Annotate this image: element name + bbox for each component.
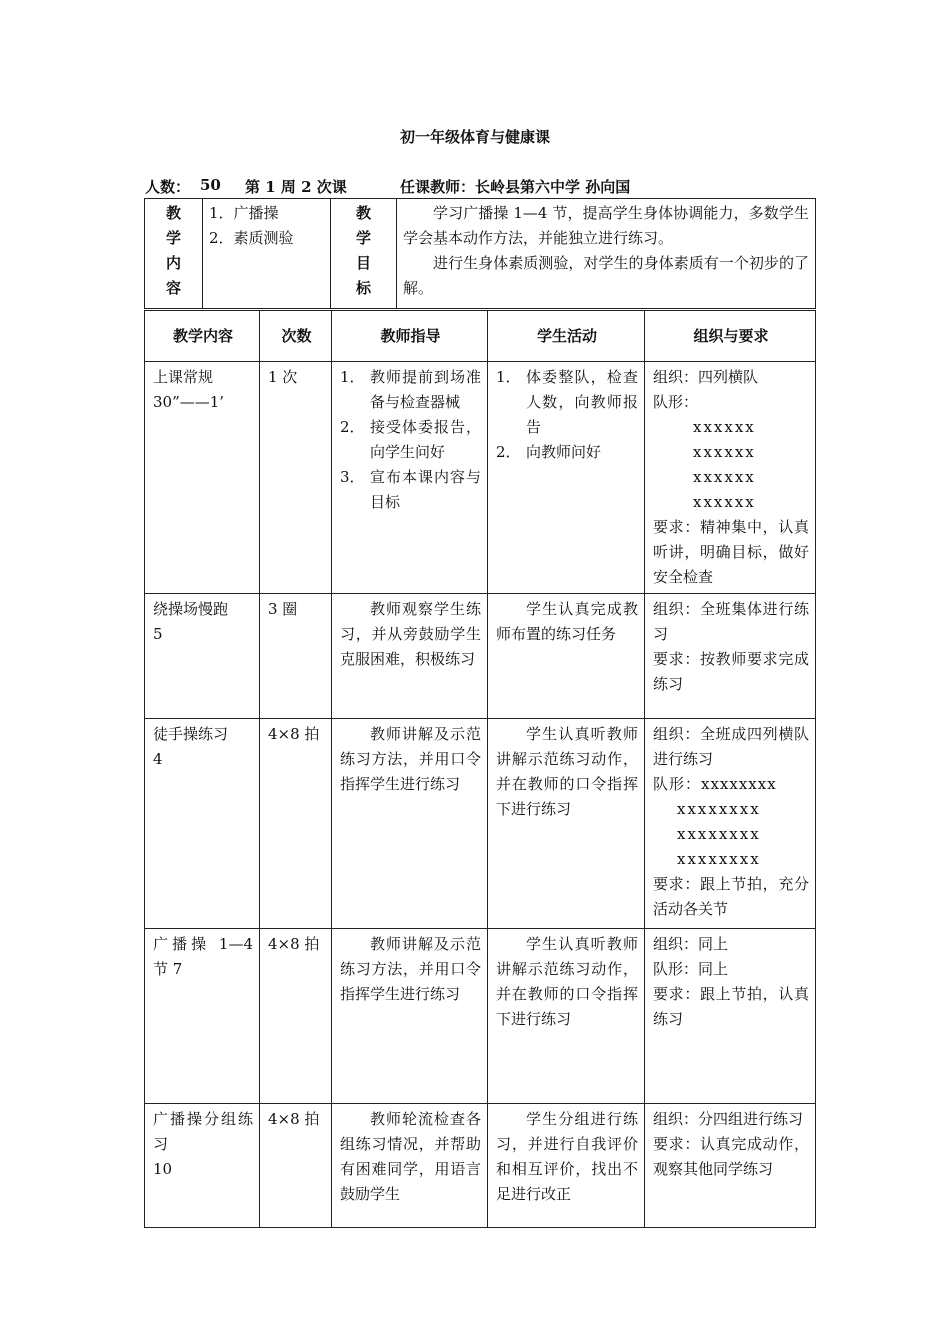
student-count-value: 50 [200, 176, 221, 194]
row-content: 绕操场慢跑 5 [145, 594, 260, 719]
row-times: 4×8 拍 [260, 929, 332, 1104]
row-organization: 组织：全班集体进行练习 要求：按教师要求完成练习 [645, 594, 816, 719]
content-item: 2．素质测验 [209, 229, 294, 247]
list-item: 2． 向教师问好 [496, 443, 602, 461]
week-info: 第 1 周 2 次课 [245, 178, 347, 196]
header-times: 次数 [260, 311, 332, 362]
header-content: 教学内容 [145, 311, 260, 362]
teacher-info: 任课教师：长岭县第六中学 孙向国 [400, 178, 631, 196]
table-row [145, 362, 816, 594]
formation-line: xxxxxxxx [677, 800, 761, 818]
row-teacher: 教师讲解及示范练习方法，并用口令指挥学生进行练习 [332, 929, 488, 1104]
row-teacher [332, 362, 488, 594]
formation-line: xxxxxxxx [677, 850, 761, 868]
lesson-plan-table [144, 310, 816, 1228]
table-row [145, 1104, 816, 1228]
row-organization: 组织：四列横队 队形： xxxxxx xxxxxx xxxxxx xxxxxx 要求：精神集中，认真听讲，明确目标，做好安全检查 [645, 362, 816, 594]
row-student: 学生认真听教师讲解示范练习动作，并在教师的口令指挥下进行练习 [488, 929, 645, 1104]
formation-line: xxxxxx [693, 493, 756, 511]
row-content: 广播操分组练习 10 [145, 1104, 260, 1228]
row-content: 广播操 1—4 节 7 [145, 929, 260, 1104]
table-header-row [145, 311, 816, 362]
row-teacher: 教师轮流检查各组练习情况，并帮助有困难同学，用语言鼓励学生 [332, 1104, 488, 1228]
list-item: 3． 宣布本课内容与目标 [340, 468, 481, 511]
list-item: 1． 体委整队，检查人数，向教师报告 [496, 368, 638, 436]
table-row [145, 594, 816, 719]
formation-line: xxxxxx [693, 418, 756, 436]
objectives-table [144, 198, 816, 309]
student-count-label: 人数： [145, 178, 191, 196]
goal-paragraph: 学习广播操 1—4 节，提高学生身体协调能力，多数学生学会基本动作方法，并能独立进行练习。 [403, 204, 809, 247]
row-times: 4×8 拍 [260, 719, 332, 929]
header-organization: 组织与要求 [645, 311, 816, 362]
formation-line: xxxxxx [693, 443, 756, 461]
row-student: 学生分组进行练习，并进行自我评价和相互评价，找出不足进行改正 [488, 1104, 645, 1228]
formation-line: xxxxxxxx [677, 825, 761, 843]
content-items [203, 199, 331, 309]
row-organization: 组织：全班成四列横队进行练习 队形：xxxxxxxx xxxxxxxx xxxxxxxx xxxxxxxx 要求：跟上节拍，充分活动各关节 [645, 719, 816, 929]
row-student [488, 362, 645, 594]
row-teacher: 教师讲解及示范练习方法，并用口令指挥学生进行练习 [332, 719, 488, 929]
content-label: 教 学 内 容 [145, 199, 203, 309]
row-times: 4×8 拍 [260, 1104, 332, 1228]
row-content: 上课常规 30”——1’ [145, 362, 260, 594]
row-organization: 组织：同上 队形：同上 要求：跟上节拍，认真练习 [645, 929, 816, 1104]
content-item: 1．广播操 [209, 204, 279, 222]
list-item: 1． 教师提前到场准备与检查器械 [340, 368, 481, 411]
goal-paragraph: 进行生身体素质测验，对学生的身体素质有一个初步的了解。 [403, 254, 809, 297]
header-student: 学生活动 [488, 311, 645, 362]
list-item: 2． 接受体委报告，向学生问好 [340, 418, 481, 461]
table-row [145, 929, 816, 1104]
row-organization: 组织：分四组进行练习 要求：认真完成动作，观察其他同学练习 [645, 1104, 816, 1228]
row-student: 学生认真听教师讲解示范练习动作，并在教师的口令指挥下进行练习 [488, 719, 645, 929]
row-times: 3 圈 [260, 594, 332, 719]
row-times: 1 次 [260, 362, 332, 594]
page-title: 初一年级体育与健康课 [399, 128, 550, 146]
goal-label: 教 学 目 标 [331, 199, 397, 309]
table-row [145, 719, 816, 929]
row-teacher: 教师观察学生练习，并从旁鼓励学生克服困难，积极练习 [332, 594, 488, 719]
row-content: 徒手操练习 4 [145, 719, 260, 929]
formation-line: xxxxxx [693, 468, 756, 486]
goal-text [397, 199, 816, 309]
header-teacher: 教师指导 [332, 311, 488, 362]
row-student: 学生认真完成教师布置的练习任务 [488, 594, 645, 719]
